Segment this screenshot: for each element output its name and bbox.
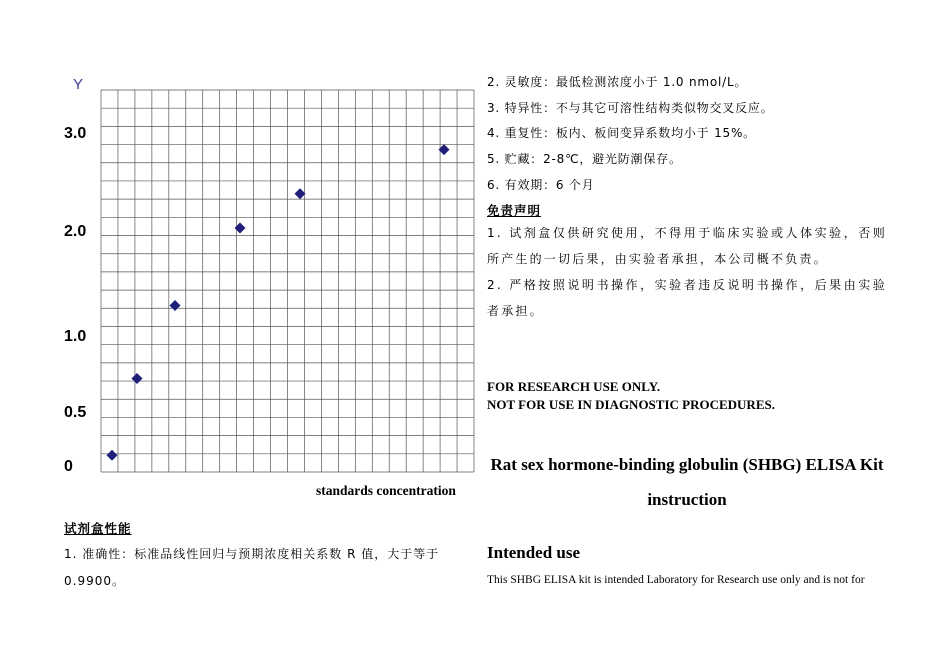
- y-tick-label: 1.0: [64, 328, 87, 345]
- research-use-only-line: FOR RESEARCH USE ONLY.: [487, 379, 661, 394]
- data-point-marker: [107, 450, 118, 461]
- storage-line: 5. 贮藏：2-8℃，避光防潮保存。: [487, 152, 682, 166]
- chart-grid: [101, 90, 474, 472]
- intended-use-heading: Intended use: [487, 543, 581, 562]
- y-tick-labels: [64, 125, 86, 475]
- data-point-marker: [235, 223, 246, 234]
- accuracy-line-2: 0.9900。: [64, 574, 125, 588]
- accuracy-line-1: 1. 准确性：标准品线性回归与预期浓度相关系数 R 值，大于等于: [64, 547, 440, 561]
- data-points: [107, 144, 450, 461]
- y-tick-label: 0.5: [64, 404, 87, 421]
- disclaimer-2: 2. 严格按照说明书操作，实验者违反说明书操作，后果由实验者承担。: [487, 278, 887, 318]
- sensitivity-line: 2. 灵敏度：最低检测浓度小于 1.0 nmol/L。: [487, 75, 748, 89]
- disclaimer-1: 1. 试剂盒仅供研究使用，不得用于临床实验或人体实验，否则所产生的一切后果，由实验者承担，本公司概不负责。: [487, 226, 887, 266]
- kit-title-line-1: Rat sex hormone-binding globulin (SHBG) ELISA Kit: [490, 455, 884, 474]
- data-point-marker: [295, 188, 306, 199]
- validity-line: 6. 有效期：6 个月: [487, 178, 595, 192]
- intended-use-text: This SHBG ELISA kit is intended Laboratory for Research use only and is not for: [487, 574, 865, 586]
- x-axis-label: standards concentration: [316, 483, 456, 498]
- y-tick-label: 3.0: [64, 125, 87, 142]
- kit-title-line-2: instruction: [647, 490, 727, 509]
- performance-title: 试剂盒性能: [64, 521, 132, 536]
- y-tick-label: 0: [64, 458, 73, 475]
- data-point-marker: [132, 373, 143, 384]
- data-point-marker: [170, 300, 181, 311]
- y-axis-label: Y: [73, 76, 84, 93]
- standard-curve-chart: [0, 0, 480, 500]
- specificity-line: 3. 特异性：不与其它可溶性结构类似物交叉反应。: [487, 101, 774, 115]
- y-tick-label: 2.0: [64, 223, 87, 240]
- disclaimer-title: 免责声明: [487, 203, 542, 218]
- repeatability-line: 4. 重复性：板内、板间变异系数均小于 15%。: [487, 126, 756, 140]
- not-diagnostic-line: NOT FOR USE IN DIAGNOSTIC PROCEDURES.: [487, 397, 775, 412]
